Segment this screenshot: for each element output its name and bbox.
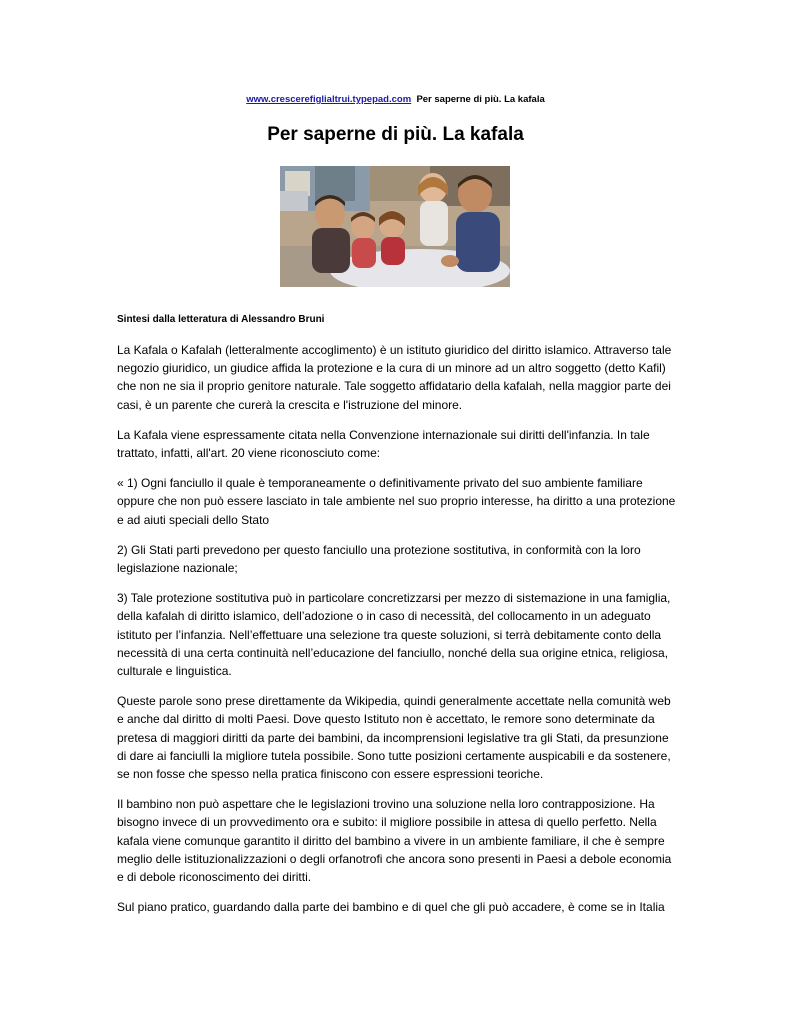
paragraph: 3) Tale protezione sostitutiva può in particolare concretizzarsi per mezzo di sistemazione in una famiglia, della kafalah di diritto islamico, dell’adozione o in caso di necessità, del collocamento in un adeguato istituto per l’infanzia. Nell’effettuare una selezione tra queste soluzioni, si terrà debitamente conto della necessità di una certa continuità nell’educazione del fanciullo, nonché della sua origine etnica, religiosa, culturale e linguistica.: [117, 591, 671, 679]
article-body: [117, 341, 677, 928]
paragraph: La Kafala viene espressamente citata nella Convenzione internazionale sui diritti dell'infanzia. In tale trattato, infatti, all'art. 20 viene riconosciuto come:: [117, 427, 650, 461]
paragraph: Il bambino non può aspettare che le legislazioni trovino una soluzione nella loro contrapposizione. Ha bisogno invece di un provvedimento ora e subito: il migliore possibile in attesa di quello perfetto. Nella kafala viene comunque garantito il diritto del bambino a vivere in un ambiente familiare, il che è sempre meglio delle istituzionalizzazioni o degli orfanotrofi che ancora sono presenti in Paesi a debole economia e di debole riconoscimento dei diritti.: [117, 797, 672, 885]
paragraph: « 1) Ogni fanciullo il quale è temporaneamente o definitivamente privato del suo ambiente familiare oppure che non può essere lasciato in tale ambiente nel suo proprio interesse, ha diritto a una protezione e ad aiuti speciali dello Stato: [117, 476, 676, 527]
page-header: [0, 94, 791, 105]
site-link[interactable]: www.crescerefiglialtrui.typepad.com: [246, 94, 412, 105]
paragraph: La Kafala o Kafalah (letteralmente accoglimento) è un istituto giuridico del diritto islamico. Attraverso tale negozio giuridico, un giudice affida la protezione e la cura di un minore ad un altro soggetto (detto Kafil) che non ne sia il proprio genitore naturale. Tale soggetto affidatario della kafalah, nella maggior parte dei casi, è un parente che curerà la crescita e l'istruzione del minore.: [117, 343, 672, 412]
page-title: Per saperne di più. La kafala: [267, 124, 524, 145]
paragraph: 2) Gli Stati parti prevedono per questo fanciullo una protezione sostitutiva, in conformità con la loro legislazione nazionale;: [117, 542, 641, 576]
paragraph: Sul piano pratico, guardando dalla parte dei bambino e di quel che gli può accadere, è come se in Italia: [117, 900, 665, 915]
article-byline: Sintesi dalla letteratura di Alessandro Bruni: [117, 314, 325, 325]
header-section-title: Per saperne di più. La kafala: [416, 94, 545, 105]
children-photo: [280, 166, 510, 287]
paragraph: Queste parole sono prese direttamente da Wikipedia, quindi generalmente accettate nella comunità web e anche dal diritto di molti Paesi. Dove questo Istituto non è accettato, le remore sono determinate da pretesa di maggiori diritti da parte dei bambini, da incomprensioni legislative tra gli Stati, da presunzione di dare ai fanciulli la migliore tutela possibile. Sono tutte posizioni certamente auspicabili e da sostenere, se non fosse che spesso nella pratica finiscono con essere espressioni teoriche.: [117, 694, 671, 782]
